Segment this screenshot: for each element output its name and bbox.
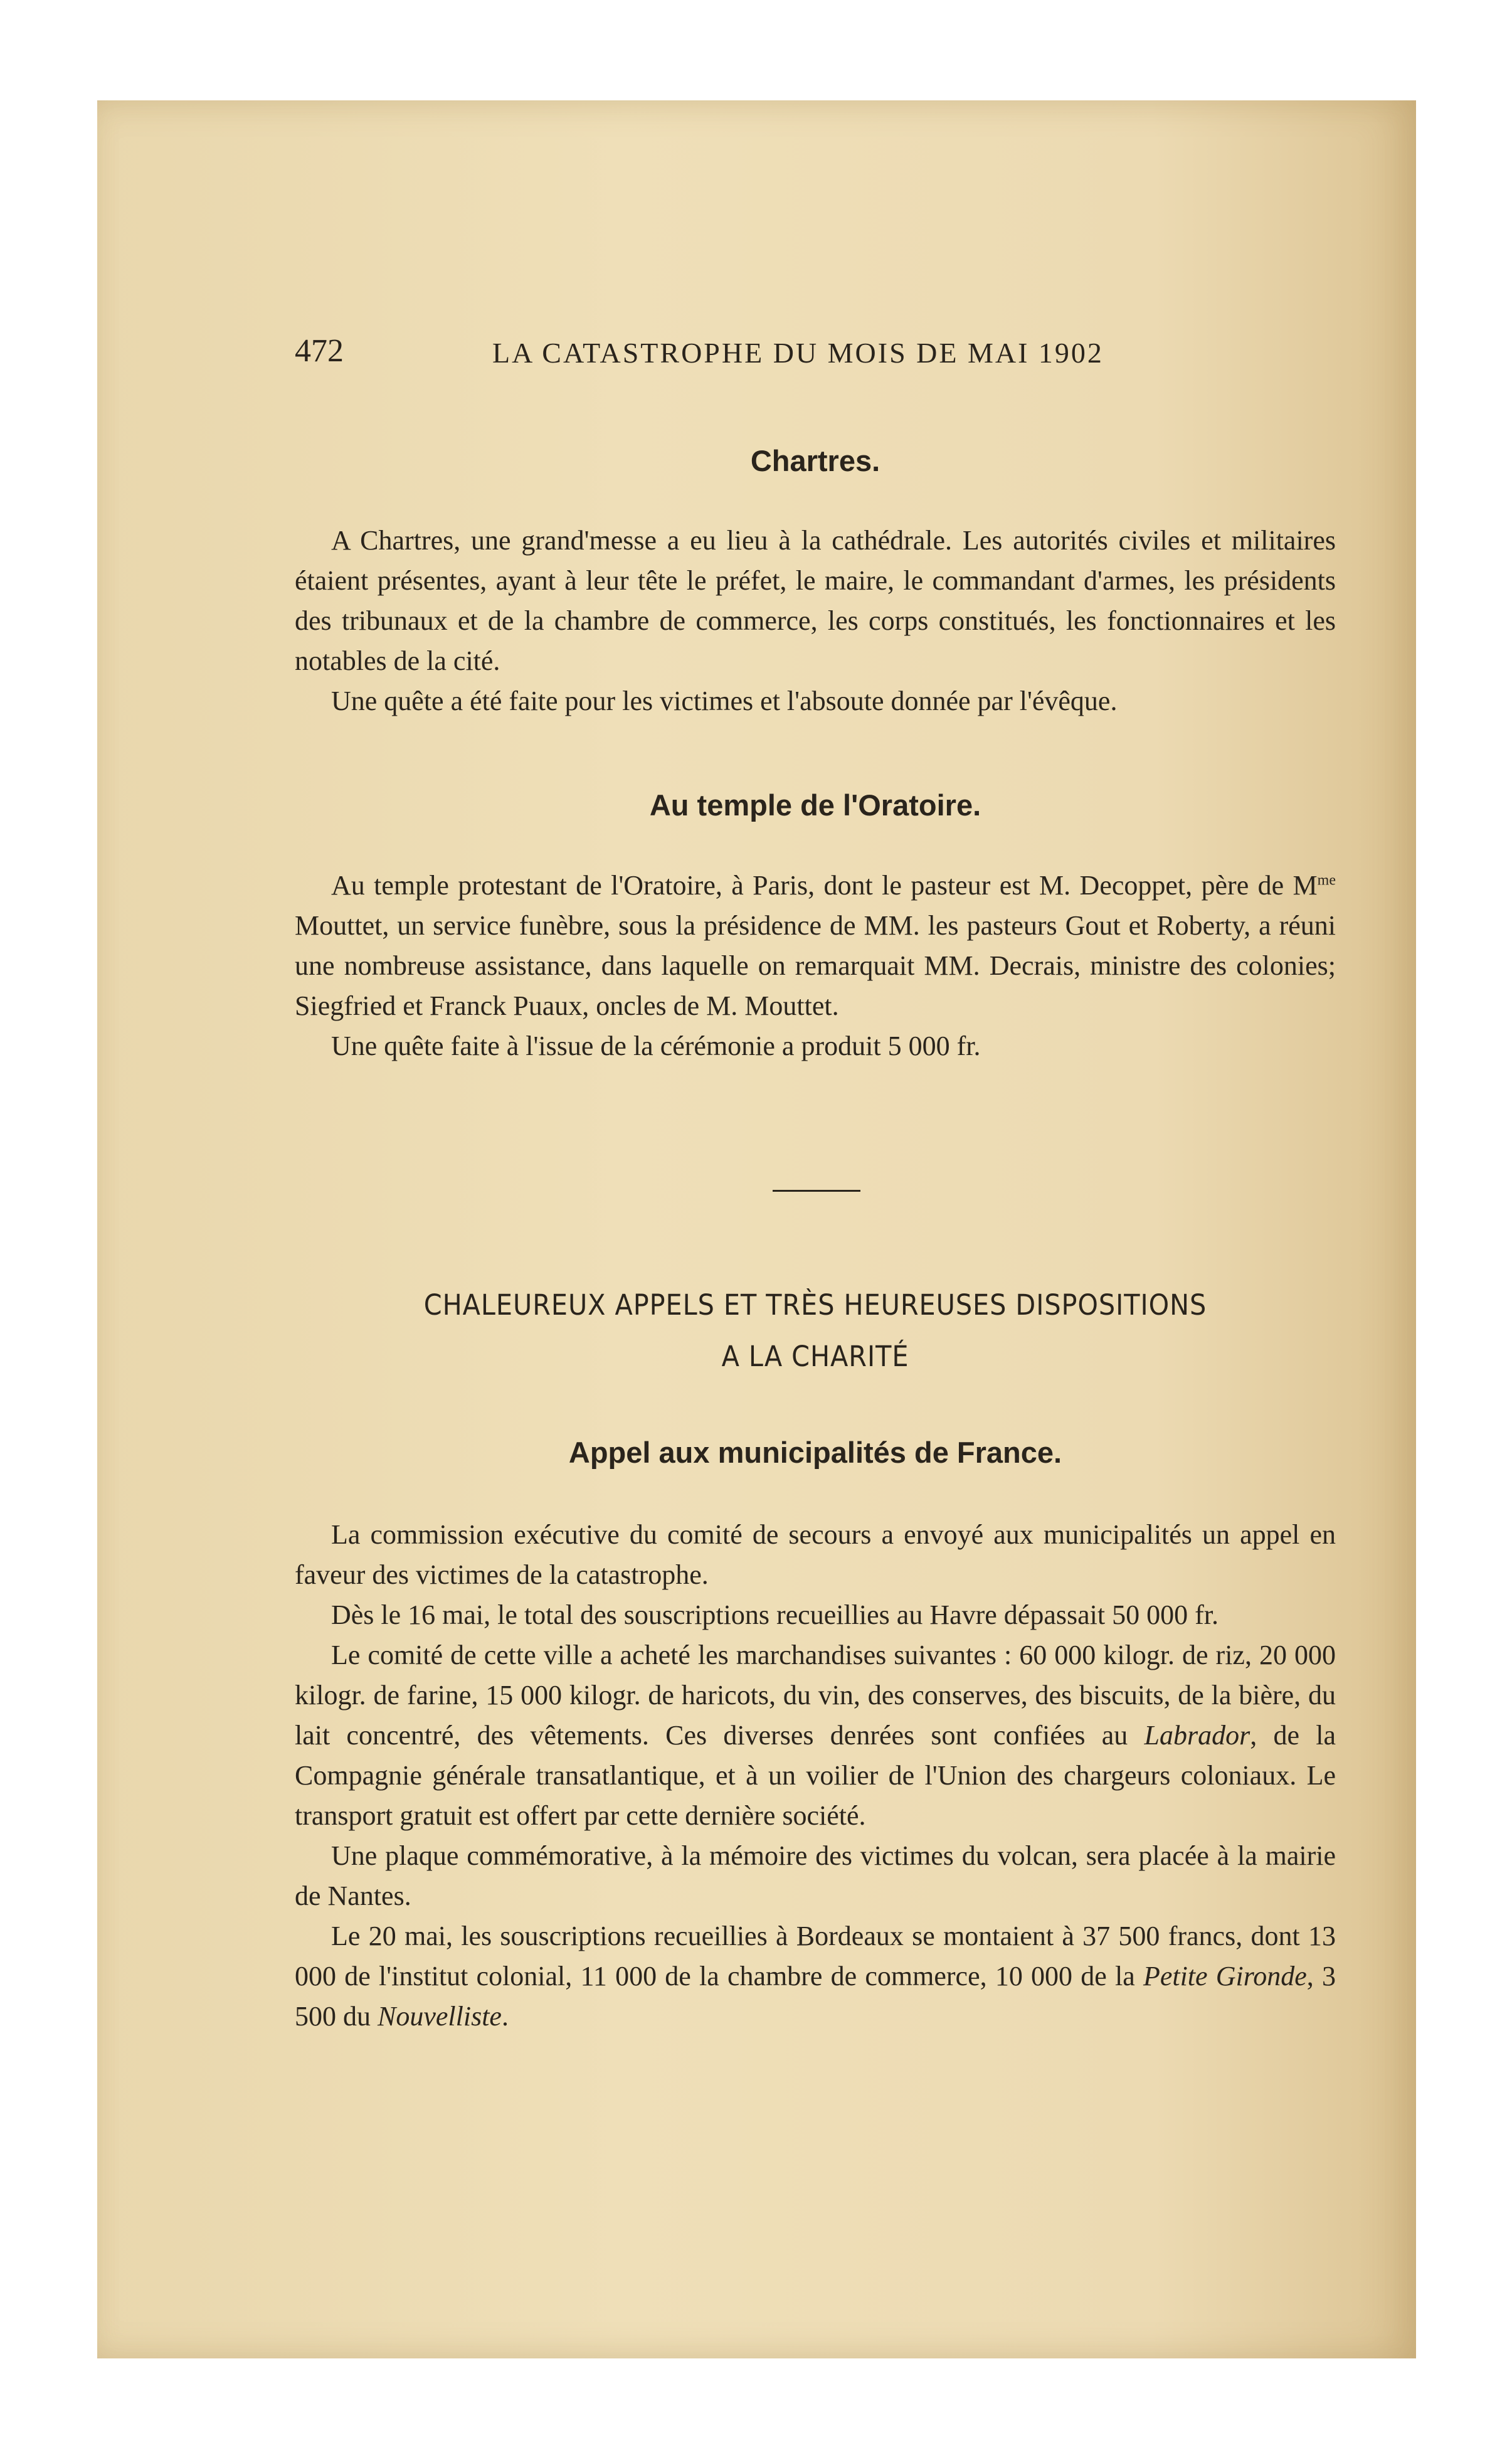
ship-name: Labrador <box>1144 1720 1250 1751</box>
paragraph: A Chartres, une grand'messe a eu lieu à la cathédrale. Les autorités civiles et militaires étaient présentes, ayant à leur tête le préfet, le maire, le commandant d'armes, les présidents des tribunaux et de la chambre de commerce, les corps constitués, les fonctionnaires et les notables de la cité. <box>295 525 1336 676</box>
section-title <box>336 1280 1294 1382</box>
paragraph: Dès le 16 mai, le total des souscriptions recueillies au Havre dépassait 50 000 fr. <box>331 1599 1219 1630</box>
appel-text <box>295 1515 1336 2037</box>
paragraph <box>295 1635 1336 1836</box>
superscript: me <box>1317 872 1336 889</box>
heading-oratoire: Au temple de l'Oratoire. <box>649 788 981 822</box>
paragraph: Une quête a été faite pour les victimes et l'absoute donnée par l'évêque. <box>331 686 1118 716</box>
paragraph: Une quête faite à l'issue de la cérémonie a produit 5 000 fr. <box>331 1031 981 1061</box>
chartres-text <box>295 521 1336 721</box>
newspaper-name: Petite Gironde <box>1143 1961 1307 1991</box>
text-run: Au temple protestant de l'Oratoire, à Paris, dont le pasteur est M. Decoppet, père de M <box>331 870 1318 901</box>
text-run: Le 20 mai, les souscriptions recueillies à Bordeaux se montaient à 37 500 francs, dont 13 000 de l'institut colonial, 11 000 de la chambre de commerce, 10 000 de la <box>295 1921 1336 1991</box>
paragraph <box>295 866 1336 1026</box>
oratoire-text <box>295 866 1336 1066</box>
text-run: , de la Compagnie générale transatlantique, et à un voilier de l'Union des chargeurs coloniaux. Le transport gratuit est offert par cette dernière société. <box>295 1720 1336 1831</box>
paragraph <box>295 1916 1336 2037</box>
section-title-line: A LA CHARITÉ <box>721 1340 909 1373</box>
text-run: Mouttet, un service funèbre, sous la présidence de MM. les pasteurs Gout et Roberty, a réuni une nombreuse assistance, dans laquelle on remarquait MM. Decrais, ministre des colonies; Siegfried et Franck Puaux, oncles de M. Mouttet. <box>295 910 1336 1021</box>
heading-appel: Appel aux municipalités de France. <box>568 1436 1062 1469</box>
heading-chartres: Chartres. <box>750 444 880 477</box>
page-number: 472 <box>295 333 344 369</box>
section-rule <box>773 1190 860 1192</box>
section-title-line: CHALEUREUX APPELS ET TRÈS HEUREUSES DISPOSITIONS <box>423 1288 1207 1322</box>
running-title: LA CATASTROPHE DU MOIS DE MAI 1902 <box>492 337 1104 369</box>
paragraph: La commission exécutive du comité de secours a envoyé aux municipalités un appel en faveur des victimes de la catastrophe. <box>295 1519 1336 1590</box>
text-run: Le comité de cette ville a acheté les marchandises suivantes : 60 000 kilogr. de riz, 20 000 kilogr. de farine, 15 000 kilogr. de haricots, du vin, des conserves, des biscuits, de la bière, du lait concentré, des vêtements. Ces diverses denrées sont confiées au <box>295 1640 1336 1751</box>
text-run: , 3 500 du <box>295 1961 1336 2032</box>
newspaper-name: Nouvelliste <box>378 2001 502 2032</box>
paragraph: Une plaque commémorative, à la mémoire des victimes du volcan, sera placée à la mairie de Nantes. <box>295 1840 1336 1911</box>
text-run: . <box>501 2001 509 2032</box>
